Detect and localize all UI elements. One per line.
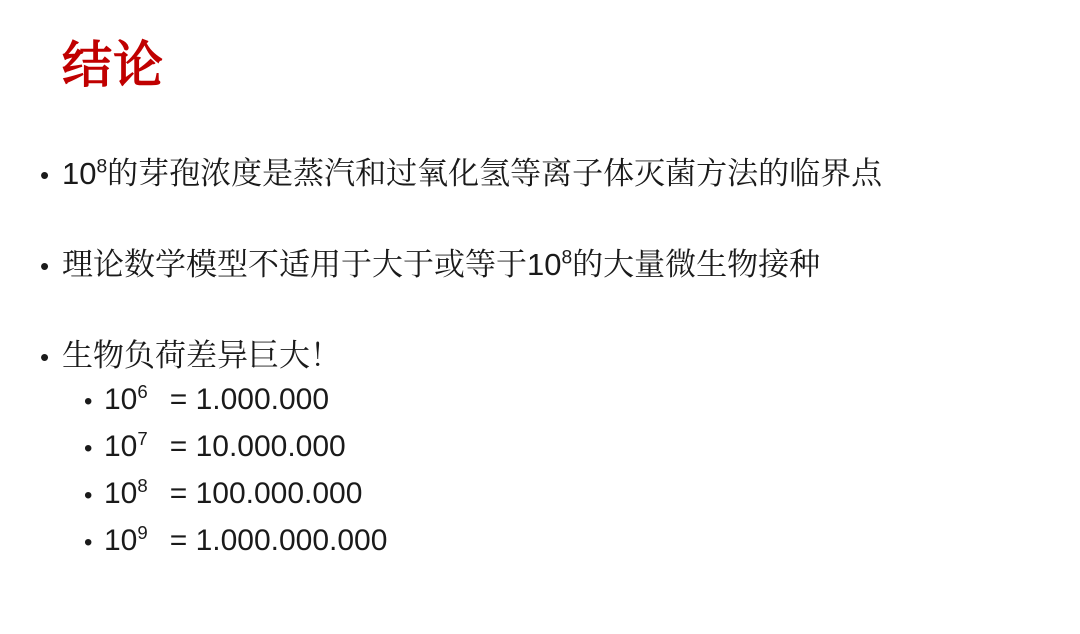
bullet-marker: • (40, 341, 50, 372)
sub-item-0-number: 10 (104, 383, 138, 417)
bullet-1-base: 10 (62, 156, 97, 191)
bullet-2-before: 理论数学模型不适用于大于或等于10 (62, 246, 562, 282)
bullet-list (40, 155, 1050, 573)
bullet-text-1 (62, 155, 1050, 194)
bullet-1-superscript: 8 (96, 156, 108, 178)
list-item (40, 155, 1050, 194)
bullet-marker: • (84, 482, 93, 510)
sub-item-2-number: 10 (104, 477, 138, 511)
sub-item-1-value: = 10.000.000 (169, 430, 346, 464)
bullet-text-3: 生物负荷差异巨大！ (62, 337, 341, 373)
bullet-marker: • (40, 160, 50, 190)
sub-item-1-base (104, 428, 148, 464)
list-item (84, 428, 1050, 464)
sub-item-0-base (104, 381, 148, 417)
list-item (84, 475, 1050, 511)
sub-item-3-base (104, 522, 148, 558)
bullet-marker: • (40, 250, 50, 281)
bullet-2-after: 的大量微生物接种 (572, 246, 821, 282)
sub-item-0-superscript: 6 (137, 381, 148, 403)
sub-item-1-superscript: 7 (137, 428, 148, 450)
sub-item-3-superscript: 9 (137, 522, 148, 544)
sub-item-3-value: = 1.000.000.000 (169, 524, 388, 558)
bullet-marker: • (84, 435, 93, 463)
list-item (84, 381, 1050, 417)
list-item (84, 522, 1050, 558)
sub-item-0-value: = 1.000.000 (169, 383, 330, 417)
bullet-marker: • (84, 529, 93, 557)
list-item (40, 246, 1050, 285)
sub-bullet-list (84, 381, 1050, 558)
sub-item-1-number: 10 (104, 430, 138, 464)
sub-item-2-base (104, 475, 148, 511)
bullet-2-superscript: 8 (561, 247, 573, 269)
sub-item-3-number: 10 (104, 524, 138, 558)
page-title: 结论 (62, 37, 164, 93)
bullet-marker: • (84, 388, 93, 416)
bullet-1-rest: 的芽孢浓度是蒸汽和过氧化氢等离子体灭菌方法的临界点 (107, 156, 883, 191)
sub-item-2-value: = 100.000.000 (169, 477, 363, 511)
sub-item-2-superscript: 8 (137, 475, 148, 497)
bullet-text-2 (62, 246, 1050, 285)
list-item (40, 337, 1050, 376)
